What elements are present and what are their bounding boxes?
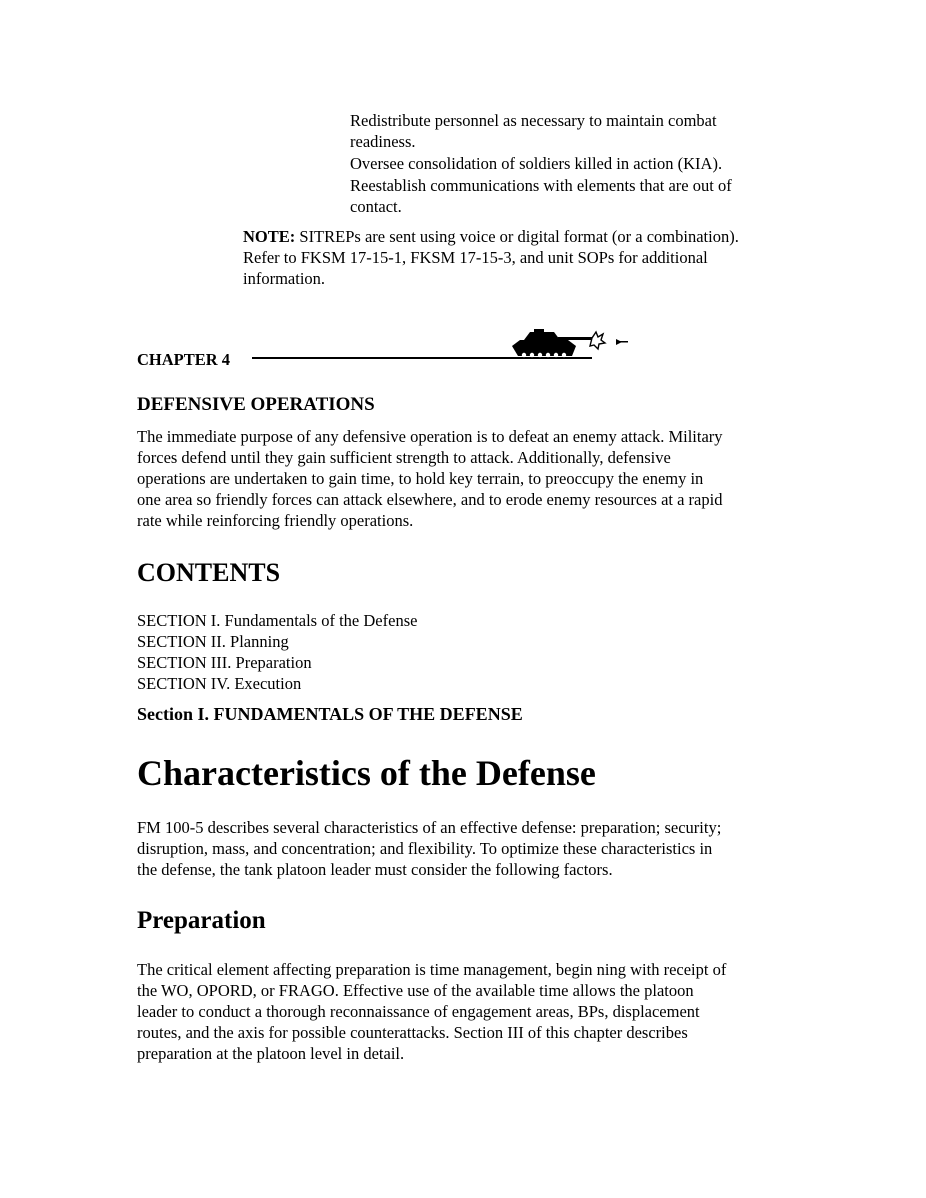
- contents-item-3[interactable]: SECTION III. Preparation: [137, 653, 312, 672]
- defensive-line-3: operations are undertaken to gain time, to hold key terrain, to preoccupy the enemy in: [137, 469, 704, 488]
- section-1-title: Section I. FUNDAMENTALS OF THE DEFENSE: [137, 704, 523, 724]
- preparation-line-2: the WO, OPORD, or FRAGO. Effective use of the available time allows the platoon: [137, 981, 694, 1000]
- preparation-line-5: preparation at the platoon level in detail.: [137, 1044, 405, 1063]
- preparation-line-4: routes, and the axis for possible counterattacks. Section III of this chapter describes: [137, 1023, 688, 1042]
- contents-item-1[interactable]: SECTION I. Fundamentals of the Defense: [137, 611, 418, 630]
- bullet-line-2: readiness.: [350, 132, 416, 151]
- note-line-2: Refer to FKSM 17-15-1, FKSM 17-15-3, and unit SOPs for additional: [243, 248, 708, 267]
- bullet-line-4: Reestablish communications with elements that are out of: [350, 176, 732, 195]
- preparation-line-3: leader to conduct a thorough reconnaissance of engagement areas, BPs, displacement: [137, 1002, 700, 1021]
- note-line-3: information.: [243, 269, 326, 288]
- chapter-label: CHAPTER 4: [137, 350, 231, 369]
- note-label: NOTE:: [243, 227, 296, 246]
- bullet-line-5: contact.: [350, 197, 402, 216]
- characteristics-line-3: the defense, the tank platoon leader must consider the following factors.: [137, 860, 613, 879]
- characteristics-line-1: FM 100-5 describes several characteristics of an effective defense: preparation; security;: [137, 818, 722, 837]
- characteristics-title: Characteristics of the Defense: [137, 753, 596, 793]
- preparation-title: Preparation: [137, 907, 266, 934]
- defensive-line-5: rate while reinforcing friendly operations.: [137, 511, 414, 530]
- bullet-line-3: Oversee consolidation of soldiers killed in action (KIA).: [350, 154, 723, 173]
- contents-item-4[interactable]: SECTION IV. Execution: [137, 674, 302, 693]
- bullet-line-1: Redistribute personnel as necessary to maintain combat: [350, 111, 717, 130]
- tank-icon: [510, 328, 640, 367]
- defensive-line-4: one area so friendly forces can attack elsewhere, and to erode enemy resources at a rapid: [137, 490, 723, 509]
- note-text-1: SITREPs are sent using voice or digital format (or a combination).: [295, 227, 739, 246]
- defensive-heading: DEFENSIVE OPERATIONS: [137, 394, 375, 415]
- contents-title: CONTENTS: [137, 558, 281, 587]
- note-line-1: [243, 226, 739, 247]
- defensive-line-2: forces defend until they gain sufficient strength to attack. Additionally, defensive: [137, 448, 671, 467]
- contents-item-2[interactable]: SECTION II. Planning: [137, 632, 289, 651]
- defensive-line-1: The immediate purpose of any defensive operation is to defeat an enemy attack. Military: [137, 427, 723, 446]
- characteristics-line-2: disruption, mass, and concentration; and flexibility. To optimize these characteristics in: [137, 839, 713, 858]
- preparation-line-1: The critical element affecting preparation is time management, begin ning with receipt of: [137, 960, 727, 979]
